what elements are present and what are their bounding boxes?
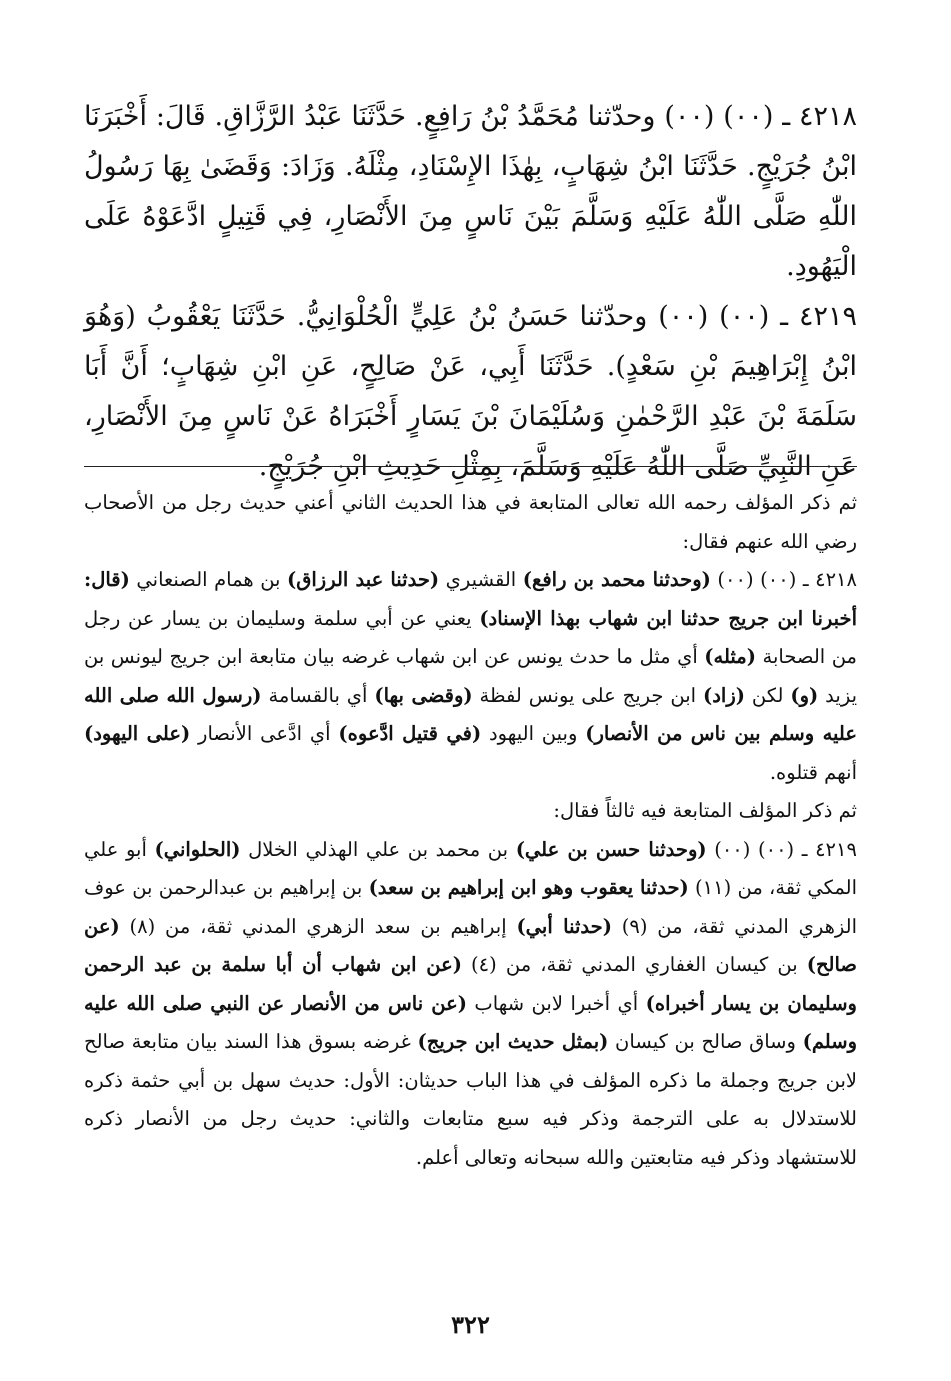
- bold-segment: (الحلواني): [154, 837, 241, 861]
- hadith-4219: ٤٢١٩ ـ (٠٠) (٠٠) وحدّثنا حَسَنُ بْنُ عَلِيٍّ الْحُلْوَانِيُّ. حَدَّثَنَا يَعْقُوبُ (وَهُوَ ابْنُ إِبْرَاهِيمَ بْنِ سَعْدٍ). حَدَّثَنَا أَبِي، عَنْ صَالِحٍ، عَنِ ابْنِ شِهَابٍ؛ أَنَّ أَبَا سَلَمَةَ بْنَ عَبْدِ الرَّحْمٰنِ وَسُلَيْمَانَ بْنَ يَسَارٍ أَخْبَرَاهُ عَنْ نَاسٍ مِنَ الأَنْصَارِ، عَنِ النَّبِيِّ صَلَّى اللّٰهُ عَلَيْهِ وَسَلَّمَ، بِمِثْلِ حَدِيثِ ابْنِ جُرَيْجٍ.: [84, 301, 858, 482]
- bold-segment: (بمثل حديث ابن جريج): [417, 1030, 609, 1053]
- text-segment: أي مثل ما حدث يونس عن ابن شهاب غرضه بيان متابعة ابن جريج ليونس بن يزيد: [84, 645, 858, 707]
- bold-segment: (عن صالح): [84, 914, 857, 976]
- text-segment: بن إبراهيم بن عبدالرحمن بن عوف الزهري المدني ثقة، من (٩): [84, 876, 857, 938]
- text-segment: بن محمد بن علي الهذلي الخلال: [240, 837, 516, 861]
- bold-segment: (وحدثنا محمد بن رافع): [522, 568, 711, 591]
- bold-segment: (وحدثنا حسن بن علي): [515, 837, 707, 861]
- text-segment: ٤٢١٩ ـ (٠٠) (٠٠): [706, 837, 857, 861]
- bold-segment: (رسول الله صلى الله عليه وسلم بين ناس من الأنصار): [84, 683, 857, 745]
- bold-segment: (حدثنا عبد الرزاق): [287, 568, 440, 591]
- text-segment: بن همام الصنعاني: [129, 568, 288, 591]
- bold-segment: (في قتيل ادَّعوه): [338, 722, 482, 745]
- text-segment: وساق صالح بن كيسان: [608, 1030, 803, 1053]
- footnote-divider: [84, 466, 857, 467]
- hadith-text-block: [84, 92, 857, 492]
- text-segment: القشيري: [439, 568, 523, 591]
- text-segment: بن كيسان الغفاري المدني ثقة، من (٤): [461, 953, 807, 976]
- bold-segment: (و): [790, 683, 819, 707]
- text-segment: أنهم قتلوه.: [769, 760, 857, 784]
- text-segment: أي ادَّعى الأنصار: [190, 722, 339, 745]
- bold-segment: (وقضى بها): [374, 683, 473, 707]
- text-segment: لكن: [744, 683, 791, 707]
- commentary-intro-2: ثم ذكر المؤلف المتابعة فيه ثالثاً فقال:: [553, 799, 857, 822]
- bold-segment: (عن ناس من الأنصار عن النبي صلى الله عليه وسلم): [84, 991, 858, 1053]
- commentary-block: [84, 484, 857, 1177]
- commentary-intro-1: ثم ذكر المؤلف رحمه الله تعالى المتابعة في هذا الحديث الثاني أعني حديث رجل من الأصحاب رضي الله عنهم فقال:: [84, 491, 857, 553]
- text-segment: إبراهيم بن سعد الزهري المدني ثقة، من (٨): [119, 914, 517, 938]
- bold-segment: (حدثنا يعقوب وهو ابن إبراهيم بن سعد): [368, 876, 689, 899]
- bold-segment: (زاد): [703, 683, 745, 707]
- text-segment: يعني عن أبي سلمة وسليمان بن يسار عن رجل من الصحابة: [84, 606, 857, 668]
- bold-segment: (على اليهود): [84, 722, 191, 745]
- commentary-4219: [84, 831, 857, 1178]
- book-page: [84, 92, 857, 1362]
- text-segment: أي بالقسامة: [261, 683, 375, 707]
- bold-segment: (حدثنا أبي): [516, 914, 612, 938]
- hadith-4218: ٤٢١٨ ـ (٠٠) (٠٠) وحدّثنا مُحَمَّدُ بْنُ رَافِعٍ. حَدَّثَنَا عَبْدُ الرَّزَّاقِ. قَالَ: أَخْبَرَنَا ابْنُ جُرَيْجٍ. حَدَّثَنَا ابْنُ شِهَابٍ، بِهٰذَا الإِسْنَادِ، مِثْلَهُ. وَزَادَ: وَقَضَىٰ بِهَا رَسُولُ اللّٰهِ صَلَّى اللّٰهُ عَلَيْهِ وَسَلَّمَ بَيْنَ نَاسٍ مِنَ الأَنْصَارِ، فِي قَتِيلٍ ادَّعَوْهُ عَلَى الْيَهُودِ.: [84, 101, 857, 282]
- bold-segment: (مثله): [704, 645, 756, 668]
- bold-segment: (عن ابن شهاب أن أبا سلمة بن عبد الرحمن وسليمان بن يسار أخبراه): [84, 953, 857, 1015]
- text-segment: غرضه بسوق هذا السند بيان متابعة صالح لابن جريج وجملة ما ذكره المؤلف في هذا الباب حديثان: الأول: حديث سهل بن أبي حثمة ذكره للاستدلال به على الترجمة وذكر فيه سبع متابعات والثاني: حديث رجل من الأنصار ذكره للاستشهاد وذكر فيه متابعتين والله سبحانه وتعالى أعلم.: [84, 1030, 857, 1169]
- text-segment: ٤٢١٨ ـ (٠٠) (٠٠): [710, 568, 857, 591]
- commentary-4218: [84, 561, 857, 792]
- text-segment: ابن جريج على يونس لفظة: [472, 683, 703, 707]
- text-segment: وبين اليهود: [481, 722, 586, 745]
- text-segment: أي أخبرا لابن شهاب: [466, 991, 646, 1015]
- text-segment: أبو علي المكي ثقة، من (١١): [84, 837, 858, 899]
- bold-segment: (قال: أخبرنا ابن جريج حدثنا ابن شهاب بهذا الإسناد): [84, 568, 857, 630]
- page-number: ٣٢٢: [451, 1310, 490, 1339]
